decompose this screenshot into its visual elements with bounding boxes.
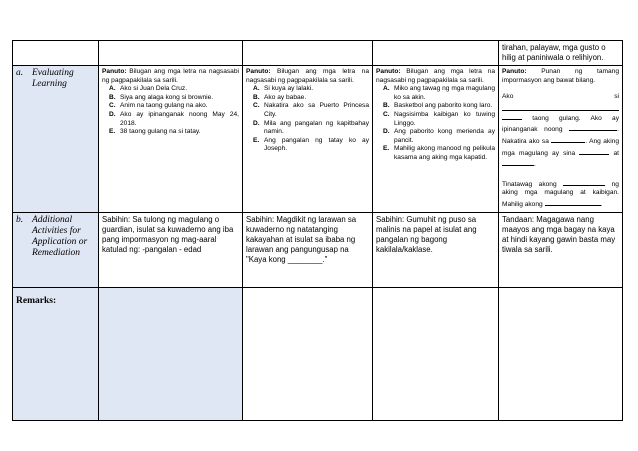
nakatira-text: . Nakatira ako sa (502, 126, 619, 145)
list-item: B. Ako ay babae. (253, 93, 307, 101)
top-row (13, 41, 623, 66)
fill-blank (551, 135, 585, 143)
fill-blank (569, 123, 617, 131)
fill-blank (563, 178, 605, 186)
evaluating-label-cell (13, 66, 99, 213)
choice-list (376, 85, 495, 162)
lesson-plan-table (12, 40, 623, 421)
additional-col5 (499, 212, 623, 287)
fill-blank (545, 198, 601, 206)
panuto-text: Bilugan ang mga letra na nagsasabi ng pagpapakilala sa sarili. (102, 68, 239, 84)
evaluating-col5: Panuto: Punan ng tamang impormasyon ang bawat bilang. Ako si taong gulang. Ako ay ipinanganak noong . Nakatira ako sa . Ang aking mga magulang ay sina at . Tinatawag akong ng aking mga magulang at kaibigan. Mahilig akong . (499, 66, 623, 213)
panuto-text: Bilugan ang mga letra na nagsasabi ng pagpapakilala sa sarili. (376, 68, 495, 84)
remarks-label: Remarks: (16, 295, 57, 306)
fill-blank (579, 147, 609, 155)
list-item: E. 38 taong gulang na si tatay. (109, 128, 201, 136)
evaluating-col2 (99, 66, 243, 213)
evaluating-letter: a. (16, 68, 24, 78)
additional-col2 (99, 212, 243, 287)
additional-col2-text: Sabihin: Sa tulong ng magulang o guardian, isulat sa kuwaderno ang iba pang impormasyon ng mag-aaral katulad ng: -pangalan - edad (102, 214, 234, 254)
si-text: si (614, 93, 619, 101)
ng-text: ng aking mga magulang at kaibigan. Mahilig akong (502, 180, 619, 208)
remarks-row (13, 287, 623, 420)
additional-col4-text: Sabihin: Gumuhit ng puso sa malinis na papel at isulat ang pangalan ng bagong kakilala/kaklase. (376, 214, 477, 254)
remarks-col2 (99, 287, 243, 420)
list-item: D. Ako ay ipinanganak noong May 24, 2018. (109, 110, 239, 127)
remarks-col3 (243, 287, 373, 420)
aking-mga-text: . Ang aking mga magulang ay sina (502, 137, 619, 157)
panuto-label: Panuto: (246, 68, 271, 75)
additional-col4 (373, 212, 499, 287)
additional-col3-text: Sabihin: Magdikit ng larawan sa kuwaderno ng natatanging kakayahan at isulat sa ibaba ng larawan ang pangungusap na "Kaya kong ________." (246, 214, 357, 264)
remarks-col4 (373, 287, 499, 420)
remarks-label-cell (13, 287, 99, 420)
top-row-col3 (243, 41, 373, 66)
list-item: D. Ang paborito kong merienda ay pancit. (383, 128, 495, 144)
evaluating-label: Evaluating Learning (32, 68, 74, 89)
list-item: A. Si kuya ay lalaki. (253, 85, 314, 93)
panuto-label: Panuto: (376, 68, 401, 75)
line2-text: taong gulang. Ako ay ipinanganak noong (502, 114, 619, 134)
top-row-label-cell (13, 41, 99, 66)
list-item: A. Miko ang tawag ng mga magulang ko sa akin. (383, 85, 495, 101)
fill-blank (502, 158, 534, 166)
top-row-col4 (373, 41, 499, 66)
fill-blank-line (502, 102, 619, 111)
list-item: E. Mahilig akong manood ng pelikula kasama ang aking mga kapatid. (383, 145, 495, 161)
at-text: at (613, 149, 620, 157)
additional-row (13, 212, 623, 287)
list-item: D. Mila ang pangalan ng kapitbahay namin. (253, 119, 369, 136)
evaluating-col4 (373, 66, 499, 213)
additional-col3 (243, 212, 373, 287)
panuto-label: Panuto: (502, 68, 527, 75)
additional-letter: b. (16, 214, 24, 225)
choice-list (246, 85, 369, 154)
fill-blank (502, 112, 522, 120)
top-row-col5 (499, 41, 623, 66)
list-item: B. Siya ang alaga kong si brownie. (109, 93, 214, 101)
evaluating-row (13, 66, 623, 213)
list-item: E. Ang pangalan ng tatay ko ay Joseph. (253, 136, 369, 153)
list-item: C. Nakatira ako sa Puerto Princesa City. (253, 102, 369, 118)
list-item: B. Basketbol ang paborito kong laro. (383, 102, 493, 110)
top-row-col5-text: tirahan, palayaw, mga gusto o hilig at paniniwala o relihiyon. (502, 43, 606, 62)
panuto-text: Bilugan ang mga letra na nagsasabi ng pagpapakilala sa sarili. (246, 68, 369, 84)
tinatawag-text: Tinatawag akong (502, 180, 557, 188)
panuto-text: Punan ng tamang impormasyon ang bawat bilang. (502, 68, 619, 84)
evaluating-col3 (243, 66, 373, 213)
additional-label: Additional Activities for Application or Remediation (32, 214, 88, 258)
list-item: A. Ako si Juan Dela Cruz. (109, 85, 188, 93)
ako-text: Ako (502, 93, 514, 101)
choice-list (102, 85, 239, 137)
top-row-col2 (99, 41, 243, 66)
list-item: C. Anim na taong gulang na ako. (109, 102, 208, 110)
remarks-col5 (499, 287, 623, 420)
list-item: C. Nagsisimba kaibigan ko tuwing Linggo. (383, 110, 495, 127)
additional-col5-text: Tandaan: Magagawa nang maayos ang mga bagay na kaya at hindi kayang gawin basta may tiwala sa sarili. (502, 214, 616, 254)
additional-label-cell (13, 212, 99, 287)
panuto-label: Panuto: (102, 68, 127, 75)
